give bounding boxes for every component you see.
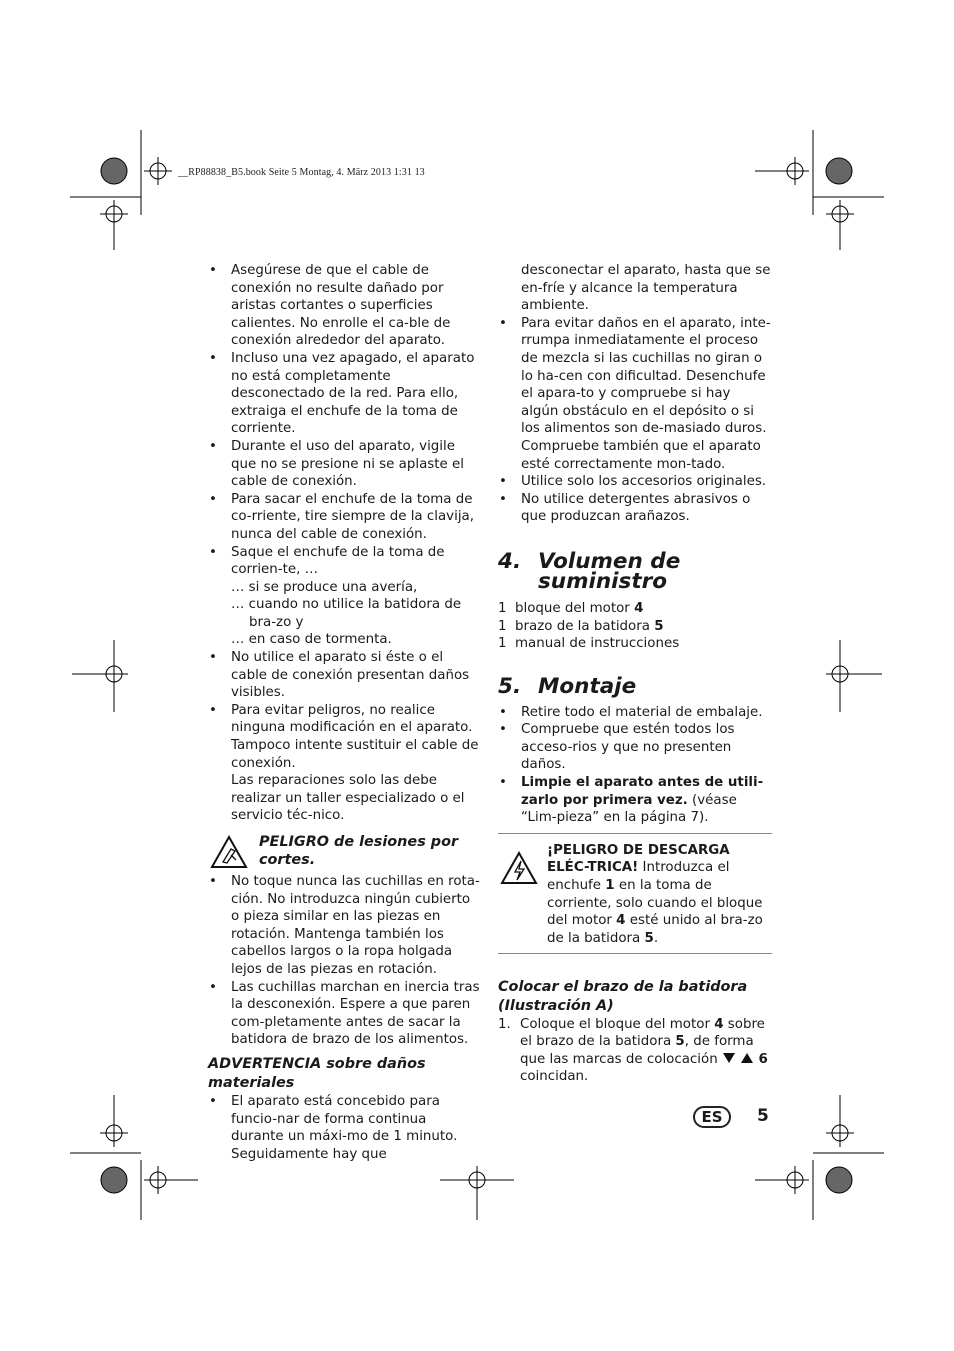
mount-steps — [498, 1016, 772, 1086]
list-item: • Retire todo el material de embalaje. — [498, 704, 772, 722]
list-item: • Utilice solo los accesorios originales. — [498, 473, 772, 491]
print-file-header: __RP88838_B5.book Seite 5 Montag, 4. März 2013 1:31 13 — [178, 167, 425, 178]
left-column — [208, 262, 480, 1163]
supply-item: 1 brazo de la batidora 5 — [498, 618, 664, 634]
electric-shock-warning: ¡PELIGRO DE DESCARGA ELÉC-TRICA! Introduzca el enchufe 1 en la toma de corriente, solo cuando el bloque del motor 4 esté unido al bra-zo de la batidora 5. — [498, 833, 772, 955]
danger-cuts-title: PELIGRO de lesiones por cortes. — [259, 834, 459, 868]
list-item: • Durante el uso del aparato, vigile que no se presione ni se aplaste el cable de conexión. — [208, 438, 480, 491]
sub-item: … en caso de tormenta. — [231, 632, 392, 648]
list-item: • Para evitar peligros, no realice ninguna modificación en el aparato. Tampoco intente sustituir el cable de conexión. — [208, 702, 480, 772]
list-item: • Incluso una vez apagado, el aparato no está completamente desconectado de la red. Para ello, extraiga el enchufe de la toma de corriente. — [208, 350, 480, 438]
triangle-up-icon — [740, 1052, 754, 1064]
list-item: • Compruebe que estén todos los acceso-rios y que no presenten daños. — [498, 721, 772, 774]
section-title: Volumen de suministro — [538, 548, 681, 594]
list-item: • No toque nunca las cuchillas en rota-ción. No introduzca ningún cubierto o pieza similar en las piezas en rotación. Mantenga también los cabellos largos o la ropa holgada lejos de las piezas en rotación. — [208, 873, 480, 979]
supply-item: 1 manual de instrucciones — [498, 636, 680, 652]
mount-arm-heading: Colocar el brazo de la batidora (Ilustración A) — [498, 979, 748, 1014]
safety-list — [208, 262, 480, 579]
material-damage-warning-title: ADVERTENCIA sobre daños materiales — [208, 1055, 426, 1091]
sub-item: … si se produce una avería, — [231, 579, 418, 595]
section-number: 4. — [498, 548, 522, 574]
sub-item: … cuando no utilice la batidora de bra-zo y — [231, 597, 462, 630]
list-item: • Para sacar el enchufe de la toma de co-rriente, tire siempre de la clavija, nunca del cable de conexión. — [208, 491, 480, 544]
care-list — [498, 315, 772, 526]
safety-list-2 — [208, 649, 480, 772]
section-4-heading — [498, 548, 772, 594]
list-item: • No utilice el aparato si éste o el cable de conexión presentan daños visibles. — [208, 649, 480, 702]
list-item: • Saque el enchufe de la toma de corrien-te, … — [208, 544, 480, 579]
section-number: 5. — [498, 673, 522, 699]
list-item: • No utilice detergentes abrasivos o que produzcan arañazos. — [498, 491, 772, 526]
cut-hazard-icon — [210, 835, 248, 869]
danger-cuts-heading — [208, 833, 480, 869]
supply-list — [498, 600, 772, 653]
list-item: • Asegúrese de que el cable de conexión no resulte dañado por aristas cortantes o superficies calientes. No enrolle el ca-ble de conexión alrededor del aparato. — [208, 262, 480, 350]
page-number: 5 — [757, 1106, 769, 1126]
section-title: Montaje — [538, 673, 637, 699]
list-item: • Para evitar daños en el aparato, inte-rrumpa inmediatamente el proceso de mezcla si las cuchillas no giran o lo ha-cen con dificultad. Desenchufe el apara-to y compruebe si hay algún obstáculo en el depósito o si los alimentos son de-masiado duros. Compruebe también que el aparato esté correctamente mon-tado. — [498, 315, 772, 473]
supply-item: 1 bloque del motor 4 — [498, 600, 644, 616]
section-5-heading — [498, 673, 772, 699]
danger-cuts-list — [208, 873, 480, 1049]
right-column — [498, 262, 772, 1086]
assembly-list — [498, 704, 772, 827]
triangle-down-icon — [722, 1052, 736, 1064]
repair-note: Las reparaciones solo las debe realizar un taller especializado o el servicio téc-nico. — [231, 773, 465, 824]
list-item: 1. Coloque el bloque del motor 4 sobre el brazo de la batidora 5, de forma que las marcas de colocación 6 coincidan. — [498, 1016, 768, 1085]
material-damage-list — [208, 1093, 480, 1163]
continued-text: desconectar el aparato, hasta que se en-fríe y alcance la temperatura ambiente. — [521, 263, 771, 314]
list-item: • El aparato está concebido para funcio-nar de forma continua durante un máxi-mo de 1 minuto. Seguidamente hay que — [208, 1093, 480, 1163]
list-item: • Limpie el aparato antes de utili-zarlo por primera vez. (véase “Lim-pieza” en la página 7). — [498, 774, 772, 827]
list-item: • Las cuchillas marchan en inercia tras la desconexión. Espere a que paren com-pletamente antes de sacar la batidora de brazo de los alimentos. — [208, 979, 480, 1049]
electric-hazard-icon — [500, 851, 538, 885]
language-badge: ES — [693, 1106, 731, 1128]
